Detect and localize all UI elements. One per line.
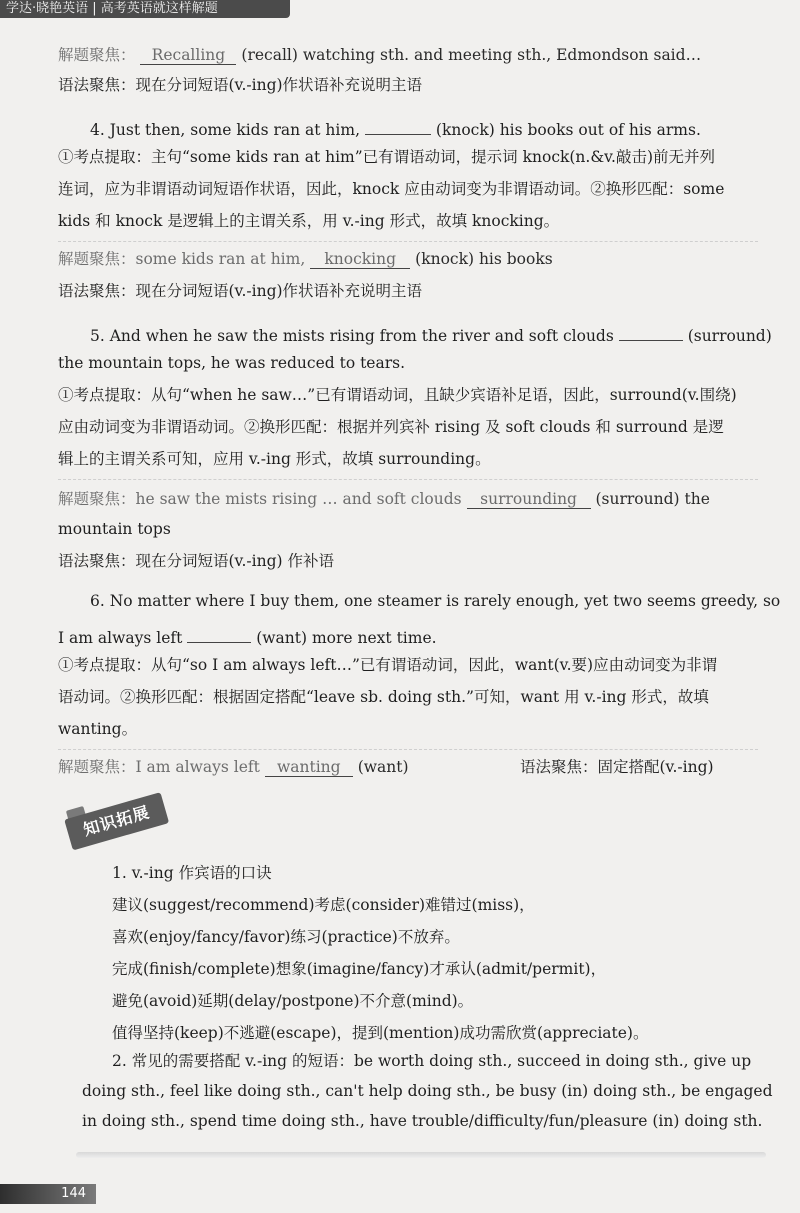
running-header: 学达·晓艳英语 | 高考英语就这样解题 <box>0 0 290 18</box>
q5-answer-blank: surrounding <box>467 488 591 509</box>
footer-divider <box>76 1152 766 1158</box>
mnemonic-line: 建议(suggest/recommend)考虑(consider)难错过(miss)， <box>112 896 535 914</box>
q5-analysis-3: 辑上的主谓关系可知，应用 v.-ing 形式，故填 surrounding。 <box>58 450 491 468</box>
divider <box>58 241 758 242</box>
q6-question-line-2: I am always left (want) more next time. <box>58 622 437 649</box>
q4-analysis-1: ①考点提取：主句“some kids ran at him”已有谓语动词，提示词 knock(n.&v.敲击)前无并列 <box>58 148 716 166</box>
q6-analysis-2: 语动词。②换形匹配：根据固定搭配“leave sb. doing sth.”可知，want 用 v.-ing 形式，故填 <box>58 688 709 706</box>
q3-answer-blank: Recalling <box>140 44 236 65</box>
q6-grammar-focus: 语法聚焦：固定搭配(v.-ing) <box>520 758 714 776</box>
q4-answer-blank: knocking <box>310 248 410 269</box>
badge-label: 知识拓展 <box>64 792 169 850</box>
q6-question-line-1: 6. No matter where I buy them, one steamer is rarely enough, yet two seems greedy, so <box>90 592 781 610</box>
divider <box>58 479 758 480</box>
q5-question-line-2: the mountain tops, he was reduced to tears. <box>58 354 406 372</box>
q4-solve-line: 解题聚焦：some kids ran at him, knocking (knock) his books <box>58 250 553 268</box>
q5-analysis-1: ①考点提取：从句“when he saw…”已有谓语动词，且缺少宾语补足语，因此，surround(v.围绕) <box>58 386 737 404</box>
q4-question-blank <box>365 114 431 135</box>
mnemonic-line: 值得坚持(keep)不逃避(escape)，提到(mention)成功需欣赏(appreciate)。 <box>112 1024 649 1042</box>
mnemonic-line: 避免(avoid)延期(delay/postpone)不介意(mind)。 <box>112 992 474 1010</box>
extension-phrases-line-2: doing sth., feel like doing sth., can't help doing sth., be busy (in) doing sth., be engaged <box>82 1082 773 1100</box>
extension-phrases-line-3: in doing sth., spend time doing sth., have trouble/difficulty/fun/pleasure (in) doing sth. <box>82 1112 763 1130</box>
q5-analysis-2: 应由动词变为非谓语动词。②换形匹配：根据并列宾补 rising 及 soft clouds 和 surround 是逻 <box>58 418 724 436</box>
q4-analysis-3: kids 和 knock 是逻辑上的主谓关系，用 v.-ing 形式，故填 knocking。 <box>58 212 560 230</box>
q6-solve-line: 解题聚焦：I am always left wanting (want) <box>58 758 409 776</box>
q4-question: 4. Just then, some kids ran at him, (knock) his books out of his arms. <box>90 114 701 141</box>
q5-solve-line-2: mountain tops <box>58 520 171 538</box>
page-number: 144 <box>0 1184 96 1204</box>
q3-grammar-focus: 语法聚焦：现在分词短语(v.-ing)作状语补充说明主语 <box>58 76 423 94</box>
extension-heading-2: 2. 常见的需要搭配 v.-ing 的短语：be worth doing sth., succeed in doing sth., give up <box>112 1052 752 1070</box>
q4-analysis-2: 连词，应为非谓语动词短语作状语，因此，knock 应由动词变为非谓语动词。②换形匹配：some <box>58 180 725 198</box>
mnemonic-line: 完成(finish/complete)想象(imagine/fancy)才承认(admit/permit)， <box>112 960 607 978</box>
q6-analysis-1: ①考点提取：从句“so I am always left…”已有谓语动词，因此，want(v.要)应由动词变为非谓 <box>58 656 718 674</box>
q5-question-line-1: 5. And when he saw the mists rising from the river and soft clouds (surround) <box>90 320 772 347</box>
q6-answer-blank: wanting <box>265 756 353 777</box>
q6-question-blank <box>187 622 251 643</box>
q5-solve-line: 解题聚焦：he saw the mists rising … and soft clouds surrounding (surround) the <box>58 490 710 508</box>
q5-question-blank <box>619 320 683 341</box>
q4-grammar-focus: 语法聚焦：现在分词短语(v.-ing)作状语补充说明主语 <box>58 282 423 300</box>
knowledge-extension-badge <box>62 783 174 854</box>
q3-solve-line: 解题聚焦： Recalling (recall) watching sth. and meeting sth., Edmondson said… <box>58 46 702 64</box>
divider <box>58 749 758 750</box>
q6-analysis-3: wanting。 <box>58 720 138 738</box>
mnemonic-line: 喜欢(enjoy/fancy/favor)练习(practice)不放弃。 <box>112 928 460 946</box>
q5-grammar-focus: 语法聚焦：现在分词短语(v.-ing) 作补语 <box>58 552 334 570</box>
extension-heading-1: 1. v.-ing 作宾语的口诀 <box>112 864 272 882</box>
